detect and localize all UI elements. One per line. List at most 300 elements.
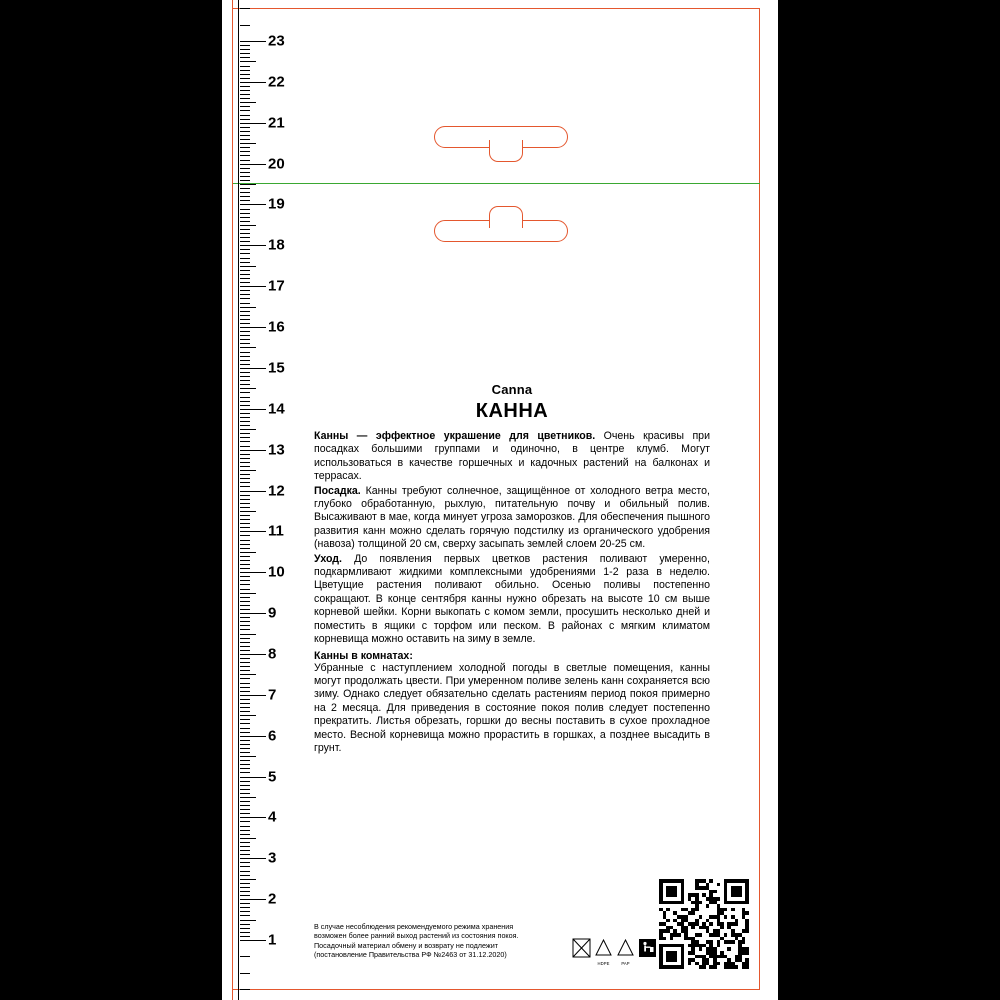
ruler-tick-minor [240,86,250,87]
ruler-tick-major [240,899,266,900]
ruler-tick-minor [240,605,250,606]
legal-line-4: (постановление Правительства РФ №2463 от 31.12.2020) [314,950,507,960]
ruler-label: 2 [268,890,277,908]
recycling-symbols-group [572,938,654,972]
ruler-tick-minor [240,266,256,267]
ruler-tick-minor [240,90,250,91]
ruler-tick-minor [240,552,256,553]
ruler-tick-minor [240,593,256,594]
ruler-tick-minor [240,642,250,643]
qr-module [742,940,746,944]
qr-module [720,926,724,930]
qr-module [713,890,717,894]
ruler-tick-minor [240,405,250,406]
paragraph-care [314,553,710,647]
ruler-label: 21 [268,114,285,132]
ruler-tick-major [240,695,266,696]
ruler-tick-minor [240,683,250,684]
legal-notice [314,922,564,960]
ruler-tick-major [240,123,266,124]
ruler-tick-minor [240,168,250,169]
qr-module [677,933,681,937]
ruler-tick-minor [240,793,250,794]
bin-man-icon [638,938,657,960]
ruler-tick-major [240,613,266,614]
indoor-body: Убранные с наступлением холодной погоды в светлые помещения, канны могут продолжать цвести. При умеренном поливе зелень канн сохраняется всю зиму. Однако следует обязательно сделать растениям период покоя примерно на 2 месяца. Для приведения в состояние покоя полив следует постепенно прекратить. Листья обрезать, горшки до весны поставить в сухое прохладное место. Весной корневища можно прорастить в горшках, а позднее высадить в грунт. [314,661,710,754]
qr-module [745,911,749,915]
ruler-tick-minor [240,331,250,332]
qr-module [695,908,699,912]
ruler-tick-minor [240,356,250,357]
ruler-tick-minor [240,429,256,430]
ruler-tick-minor [240,249,250,250]
ruler-tick-minor [240,560,250,561]
ruler-tick-minor [240,339,250,340]
ruler-tick-minor [240,446,250,447]
ruler-tick-minor [240,879,256,880]
ruler-tick-minor [240,184,256,185]
ruler-tick-minor [240,397,250,398]
ruler-label: 3 [268,849,277,867]
qr-module [666,919,670,923]
ruler-tick-minor [240,225,256,226]
ruler-tick-minor [240,470,256,471]
ruler-tick-minor [240,707,250,708]
indoor-heading: Канны в комнатах: [314,649,413,662]
ruler-tick-minor [240,78,250,79]
ruler-tick-minor [240,303,250,304]
ruler-tick-minor [240,311,250,312]
paragraph-intro-body: Очень красивы при посадках большими группами и одиночно, в центре клумб. Могут использоваться в качестве горшечных и кадочных растений на балконах и террасах. [314,430,710,483]
legal-line-1: В случае несоблюдения рекомендуемого режима хранения [314,922,514,931]
ruler-tick-minor [240,45,250,46]
ruler-tick-minor [240,548,250,549]
ruler-tick-major [240,164,266,165]
ruler-tick-minor [240,920,256,921]
ruler-tick-minor [240,670,250,671]
ruler-tick-major [240,491,266,492]
ruler-tick-minor [240,687,250,688]
ruler-tick-minor [240,646,250,647]
ruler-tick-minor [240,482,250,483]
brand-latin-name: Canna [491,382,533,397]
ruler-tick-minor [240,580,250,581]
ruler-label: 5 [268,768,277,786]
recycle-pap-icon [616,938,635,966]
ruler-tick-minor [240,674,256,675]
qr-module [717,944,721,948]
ruler-tick-major [240,409,266,410]
ruler-tick-minor [240,229,250,230]
ruler-label: 16 [268,318,285,336]
ruler-tick-minor [240,544,250,545]
ruler-tick-major [240,736,266,737]
ruler-tick-minor [240,499,250,500]
qr-module [731,940,735,944]
ruler-tick-minor [240,609,250,610]
recycle-hdpe-label: HDPE [597,961,610,966]
ruler-tick-major [240,82,266,83]
ruler-tick-minor [240,875,250,876]
ruler-tick-minor [240,131,250,132]
ruler-tick-minor [240,752,250,753]
ruler-label: 22 [268,73,285,91]
ruler-tick-minor [240,147,250,148]
ruler-tick-minor [240,805,250,806]
ruler-tick-minor [240,98,250,99]
ruler-tick-minor [240,307,256,308]
ruler-tick-minor [240,421,250,422]
ruler-tick-minor [240,809,250,810]
ruler-tick-minor [240,601,250,602]
ruler-tick-minor [240,732,250,733]
paragraph-intro-lead: Канны — эффектное украшение для цветников. [314,430,596,442]
qr-module [670,937,674,941]
ruler-tick-minor [240,262,250,263]
ruler-tick-minor [240,433,250,434]
ruler-tick-minor [240,49,250,50]
ruler-tick-minor [240,842,250,843]
ruler-tick-minor [240,176,250,177]
ruler-tick-minor [240,662,250,663]
qr-module [663,937,667,941]
ruler-tick-minor [240,956,250,957]
ruler-label: 10 [268,563,285,581]
ruler-tick-minor [240,294,250,295]
ruler-tick-minor [240,584,250,585]
qr-module [681,901,685,905]
ruler-tick-minor [240,764,250,765]
qr-module [666,908,670,912]
ruler-tick-minor [240,180,250,181]
ruler-tick-major [240,327,266,328]
ruler-tick-minor [240,907,250,908]
ruler-tick-minor [240,270,250,271]
ruler-tick-minor [240,8,250,9]
ruler-tick-minor [240,61,256,62]
ruler-tick-minor [240,413,250,414]
ruler-tick-major [240,204,266,205]
ruler-tick-minor [240,866,250,867]
ruler-tick-minor [240,66,250,67]
ruler-label: 8 [268,645,277,663]
ruler-tick-minor [240,862,250,863]
ruler-tick-minor [240,119,250,120]
ruler-tick-minor [240,740,250,741]
ruler-label: 12 [268,482,285,499]
legal-line-2: возможен более ранний выход растений из состояния покоя. [314,931,519,941]
ruler-tick-major [240,777,266,778]
ruler-tick-minor [240,813,250,814]
ruler-tick-minor [240,638,250,639]
ruler-tick-minor [240,666,250,667]
qr-module [691,926,695,930]
ruler-tick-major [240,940,266,941]
ruler-tick-minor [240,801,250,802]
ruler-tick-minor [240,217,250,218]
ruler-tick-minor [240,74,250,75]
ruler-label: 11 [268,522,284,540]
ruler-tick-minor [240,102,256,103]
qr-module [745,929,749,933]
ruler-tick-minor [240,282,250,283]
ruler-tick-minor [240,392,250,393]
ruler-tick-minor [240,94,250,95]
ruler-tick-minor [240,462,250,463]
hang-hole-bottom-mask [491,224,521,228]
ruler-tick-major [240,531,266,532]
qr-module [724,915,728,919]
ruler-tick-minor [240,989,250,990]
ruler-tick-minor [240,589,250,590]
ruler-tick-minor [240,936,250,937]
ruler-tick-minor [240,352,250,353]
ruler-tick-minor [240,568,250,569]
qr-code [659,879,749,969]
paragraph-planting-lead: Посадка. [314,484,361,497]
ruler-tick-minor [240,274,250,275]
ruler-tick-minor [240,699,250,700]
ruler-tick-minor [240,425,250,426]
ruler-label: 1 [268,931,277,949]
ruler-tick-minor [240,711,250,712]
ruler-tick-minor [240,135,250,136]
ruler-tick-minor [240,253,250,254]
ruler-tick-minor [240,221,250,222]
ruler-tick-minor [240,53,250,54]
paragraph-care-lead: Уход. [314,552,342,565]
qr-module [731,908,735,912]
ruler-tick-minor [240,535,250,536]
ruler-tick-minor [240,797,256,798]
ruler-tick-minor [240,621,250,622]
qr-module [738,893,742,897]
ruler-tick-minor [240,188,250,189]
ruler-tick-minor [240,25,250,26]
ruler-tick-minor [240,384,250,385]
qr-module [691,911,695,915]
ruler-tick-minor [240,151,250,152]
ruler-tick-minor [240,789,250,790]
ruler-tick-minor [240,744,250,745]
ruler-tick-minor [240,728,250,729]
ruler-tick-minor [240,347,256,348]
legal-line-3: Посадочный материал обмену и возврату не подлежит [314,940,499,950]
ruler-tick-minor [240,821,250,822]
ruler-tick-minor [240,172,250,173]
ruler-tick-minor [240,401,250,402]
fold-line [232,183,760,184]
ruler-tick-minor [240,723,250,724]
ruler-tick-minor [240,973,250,974]
ruler-tick-minor [240,160,250,161]
ruler-tick-minor [240,519,250,520]
ruler-tick-minor [240,527,250,528]
ruler-tick-minor [240,895,250,896]
ruler-tick-minor [240,196,250,197]
qr-module [724,933,728,937]
ruler-tick-minor [240,887,250,888]
ruler-tick-minor [240,343,250,344]
ruler-label: 18 [268,236,285,254]
qr-module [699,933,703,937]
qr-module [706,904,710,908]
ruler-label: 6 [268,727,277,745]
ruler-tick-minor [240,768,250,769]
qr-module [745,965,749,969]
ruler-label: 20 [268,155,285,173]
ruler-tick-minor [240,556,250,557]
ruler-tick-major [240,858,266,859]
qr-module [709,922,713,926]
ruler-tick-minor [240,719,250,720]
ruler-tick-minor [240,110,250,111]
ruler-label: 9 [268,604,277,622]
ruler-tick-minor [240,139,250,140]
ruler-tick-minor [240,454,250,455]
ruler-tick-minor [240,511,256,512]
recycle-pap-label: PAP [621,961,630,966]
ruler-tick-minor [240,540,250,541]
ruler-spine-black [238,0,239,1000]
paragraph-intro [314,430,710,484]
ruler-tick-minor [240,871,250,872]
ruler-tick-major [240,245,266,246]
qr-module [717,883,721,887]
paragraph-planting-body: Канны требуют солнечное, защищённое от холодного ветра место, глубоко обработанную, рыхлую, питательную почву и обильный полив. Высаживают в мае, когда минует угроза заморозков. Для обеспечения пышного развития канн можно сделать горячую подстилку из органического удобрения (навоза) толщиной 20 см, сверху засыпать землей слоем 20-25 см. [314,484,710,551]
ruler-tick-minor [240,200,250,201]
ruler-tick-minor [240,364,250,365]
qr-module [717,962,721,966]
ruler-label: 17 [268,277,285,295]
ruler-tick-minor [240,650,250,651]
ruler-tick-minor [240,115,250,116]
ruler-tick-minor [240,143,256,144]
ruler-tick-major [240,817,266,818]
ruler-tick-minor [240,928,250,929]
hang-hole-top-notch [489,140,523,162]
qr-module [688,962,692,966]
ruler-tick-minor [240,691,250,692]
ruler-tick-minor [240,335,250,336]
ruler-label: 13 [268,441,285,459]
do-not-litter-icon [572,938,591,960]
ruler-tick-minor [240,233,250,234]
product-title: КАННА [475,400,549,422]
ruler-tick-major [240,572,266,573]
ruler-tick-minor [240,298,250,299]
qr-module [745,901,749,905]
ruler-tick-minor [240,515,250,516]
ruler-label: 15 [268,359,285,377]
ruler-tick-minor [240,781,250,782]
ruler-tick-major [240,41,266,42]
ruler-tick-minor [240,903,250,904]
measurement-ruler [228,0,292,1000]
ruler-tick-minor [240,278,250,279]
recycle-hdpe-icon [594,938,613,966]
qr-module [699,915,703,919]
ruler-tick-minor [240,127,250,128]
ruler-tick-minor [240,785,250,786]
ruler-tick-minor [240,834,250,835]
ruler-tick-minor [240,564,250,565]
qr-module [699,947,703,951]
ruler-tick-minor [240,629,250,630]
qr-module [702,965,706,969]
ruler-tick-minor [240,760,250,761]
ruler-tick-minor [240,417,250,418]
ruler-label: 7 [268,686,277,704]
paragraph-care-body: До появления первых цветков растения поливают умеренно, подкармливают жидкими комплексными удобрениями 1-2 раза в неделю. Цветущие растения поливают обильно. Осенью поливы постепенно сокращают. В конце сентября канны нужно обрезать на высоте 10 см выше корневой шейки. Корни выкопать с комом земли, просушить несколько дней и поместить в ящики с торфом или песком. В районах с мягким климатом корневища можно оставить на зиму в земле. [314,552,710,646]
ruler-tick-minor [240,911,250,912]
ruler-tick-minor [240,772,250,773]
ruler-tick-minor [240,495,250,496]
ruler-tick-minor [240,437,250,438]
ruler-tick-minor [240,507,250,508]
ruler-tick-minor [240,703,250,704]
ruler-tick-minor [240,323,250,324]
ruler-tick-minor [240,503,250,504]
ruler-tick-minor [240,290,250,291]
ruler-tick-minor [240,360,250,361]
qr-module [735,965,739,969]
ruler-tick-minor [240,213,250,214]
ruler-tick-minor [240,634,256,635]
ruler-tick-minor [240,576,250,577]
ruler-tick-minor [240,315,250,316]
qr-module [727,947,731,951]
ruler-tick-minor [240,474,250,475]
qr-module [724,908,728,912]
ruler-tick-minor [240,241,250,242]
ruler-tick-minor [240,376,250,377]
ruler-tick-minor [240,441,250,442]
ruler-tick-major [240,450,266,451]
ruler-tick-minor [240,155,250,156]
hang-hole-top-mask [491,139,521,143]
ruler-tick-minor [240,748,250,749]
qr-module [735,922,739,926]
qr-module [745,951,749,955]
ruler-tick-minor [240,715,256,716]
ruler-tick-minor [240,388,256,389]
ruler-tick-minor [240,458,250,459]
ruler-spine-orange [232,0,233,1000]
ruler-tick-major [240,286,266,287]
ruler-tick-minor [240,850,250,851]
ruler-tick-minor [240,838,256,839]
ruler-tick-minor [240,883,250,884]
ruler-tick-minor [240,319,250,320]
ruler-tick-minor [240,826,250,827]
ruler-tick-minor [240,830,250,831]
ruler-tick-minor [240,57,250,58]
paragraph-planting [314,485,710,552]
qr-module [681,965,685,969]
ruler-tick-minor [240,846,250,847]
ruler-tick-minor [240,617,250,618]
qr-module [699,901,703,905]
ruler-tick-minor [240,523,250,524]
ruler-tick-major [240,368,266,369]
ruler-tick-minor [240,756,256,757]
ruler-tick-minor [240,466,250,467]
ruler-tick-minor [240,486,250,487]
ruler-tick-minor [240,932,250,933]
ruler-tick-minor [240,192,250,193]
ruler-tick-minor [240,924,250,925]
